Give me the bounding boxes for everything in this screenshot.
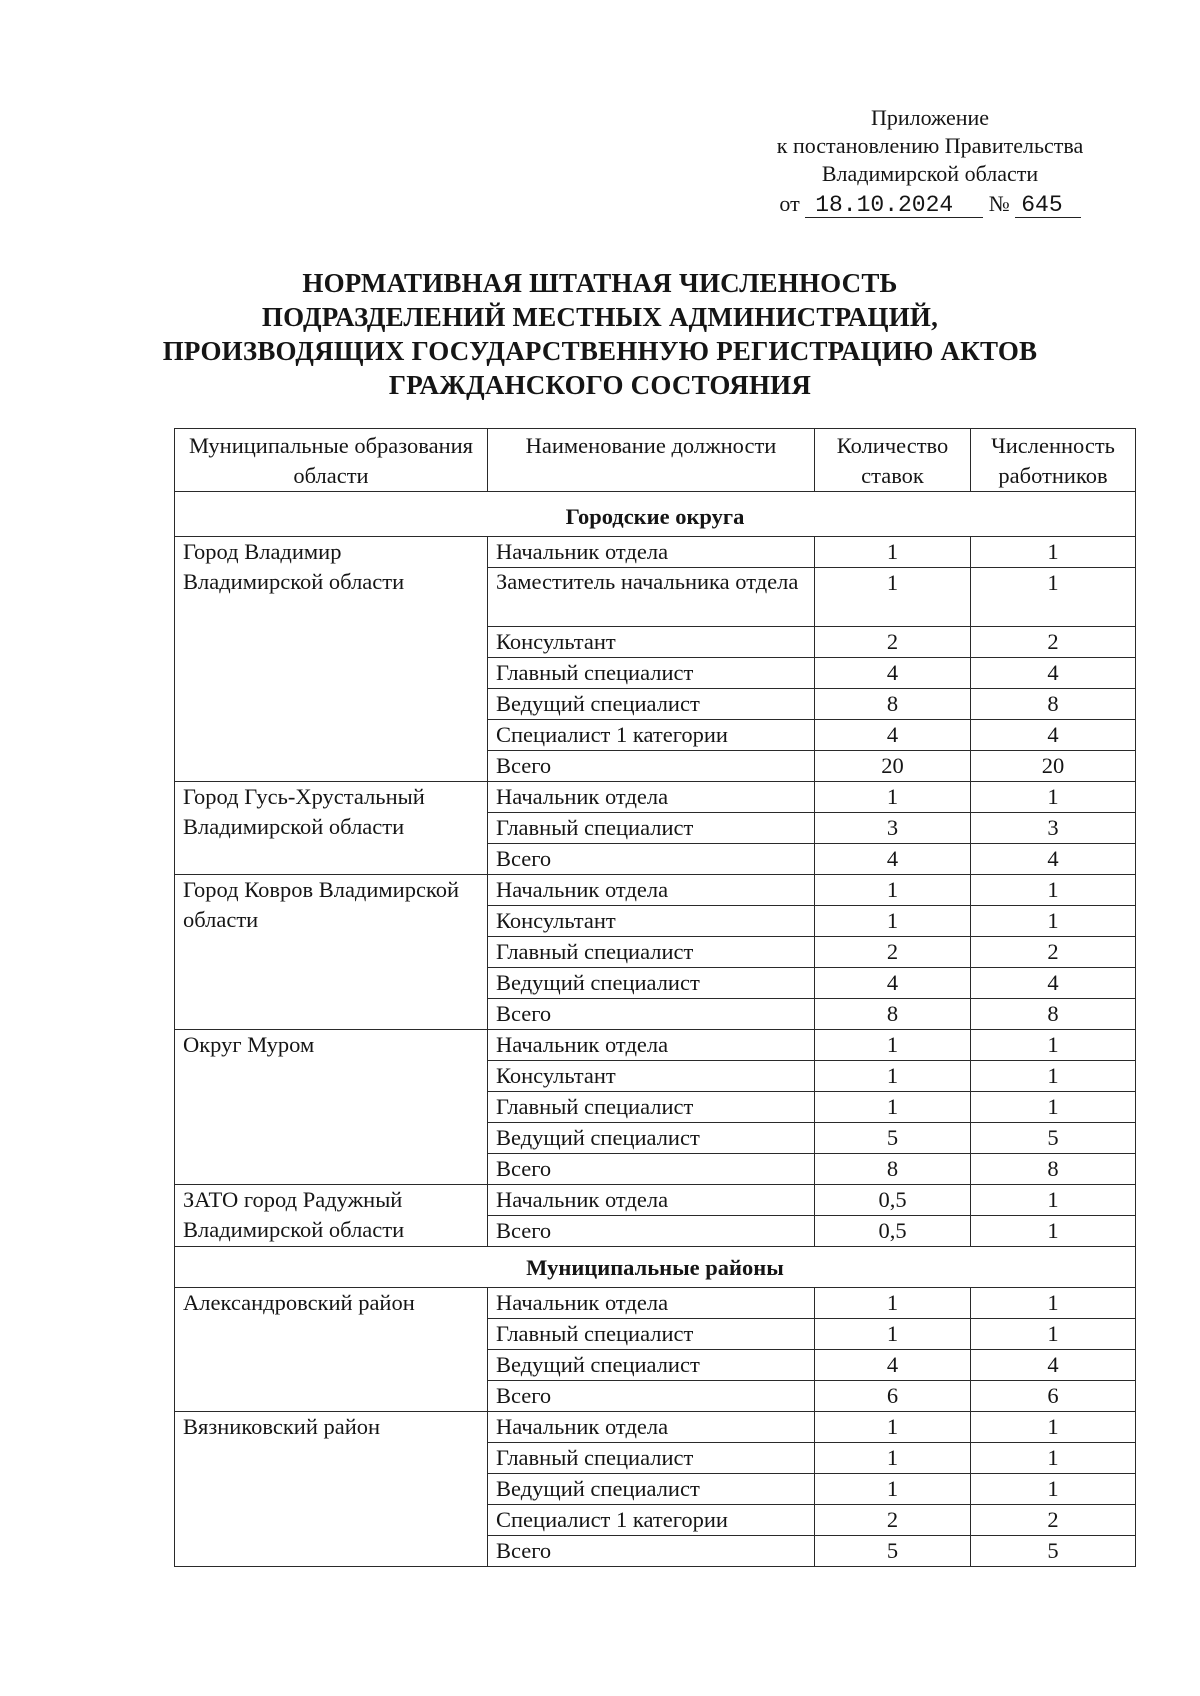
rates-value: 8 — [815, 689, 971, 720]
staff-value: 2 — [971, 937, 1136, 968]
rates-value: 2 — [815, 627, 971, 658]
staff-value: 20 — [971, 751, 1136, 782]
number-prefix: № — [988, 191, 1010, 216]
rates-value: 1 — [815, 1474, 971, 1505]
staffing-table — [174, 428, 1136, 1567]
rates-value: 1 — [815, 537, 971, 568]
rates-value: 8 — [815, 1154, 971, 1185]
rates-value: 1 — [815, 1092, 971, 1123]
rates-value: 2 — [815, 1505, 971, 1536]
rates-value: 0,5 — [815, 1185, 971, 1216]
rates-value: 1 — [815, 568, 971, 627]
municipality-name: Округ Муром — [175, 1030, 488, 1185]
rates-value: 1 — [815, 782, 971, 813]
position-name: Начальник отдела — [488, 1185, 815, 1216]
staff-value: 4 — [971, 658, 1136, 689]
position-name: Всего — [488, 1154, 815, 1185]
staff-value: 1 — [971, 1030, 1136, 1061]
staff-value: 1 — [971, 568, 1136, 627]
decree-date: 18.10.2024 — [805, 193, 983, 218]
appendix-date-line — [700, 190, 1160, 218]
position-name: Ведущий специалист — [488, 689, 815, 720]
staff-value: 1 — [971, 782, 1136, 813]
position-name: Всего — [488, 751, 815, 782]
position-name: Ведущий специалист — [488, 968, 815, 999]
appendix-block — [700, 104, 1160, 218]
table-row — [175, 1412, 1136, 1443]
header-staff: Численность работников — [971, 429, 1136, 492]
table-row — [175, 1030, 1136, 1061]
staff-value: 4 — [971, 720, 1136, 751]
title-line: НОРМАТИВНАЯ ШТАТНАЯ ЧИСЛЕННОСТЬ — [302, 268, 898, 298]
title-line: ПОДРАЗДЕЛЕНИЙ МЕСТНЫХ АДМИНИСТРАЦИЙ, — [261, 302, 939, 332]
staff-value: 1 — [971, 875, 1136, 906]
position-name: Консультант — [488, 906, 815, 937]
staff-value: 8 — [971, 1154, 1136, 1185]
staff-value: 4 — [971, 1350, 1136, 1381]
appendix-decree: к постановлению Правительства — [776, 133, 1084, 158]
table-body — [175, 492, 1136, 1567]
position-name: Начальник отдела — [488, 782, 815, 813]
position-name: Начальник отдела — [488, 875, 815, 906]
section-title: Муниципальные районы — [175, 1247, 1136, 1288]
rates-value: 4 — [815, 968, 971, 999]
rates-value: 1 — [815, 1030, 971, 1061]
position-name: Ведущий специалист — [488, 1123, 815, 1154]
table-row — [175, 537, 1136, 568]
title-line: ГРАЖДАНСКОГО СОСТОЯНИЯ — [388, 370, 812, 400]
staff-value: 1 — [971, 1092, 1136, 1123]
staff-value: 3 — [971, 813, 1136, 844]
position-name: Консультант — [488, 1061, 815, 1092]
staff-value: 1 — [971, 1288, 1136, 1319]
rates-value: 1 — [815, 1319, 971, 1350]
table-row — [175, 1185, 1136, 1216]
position-name: Всего — [488, 999, 815, 1030]
municipality-name: Город Владимир Владимирской области — [175, 537, 488, 782]
municipality-name: Город Гусь-Хрустальный Владимирской области — [175, 782, 488, 875]
staff-value: 1 — [971, 1474, 1136, 1505]
position-name: Ведущий специалист — [488, 1350, 815, 1381]
staff-value: 1 — [971, 1412, 1136, 1443]
municipality-name: Александровский район — [175, 1288, 488, 1412]
municipality-name: Город Ковров Владимирской области — [175, 875, 488, 1030]
position-name: Всего — [488, 1216, 815, 1247]
decree-number: 645 — [1015, 193, 1080, 218]
rates-value: 5 — [815, 1536, 971, 1567]
rates-value: 6 — [815, 1381, 971, 1412]
position-name: Главный специалист — [488, 1443, 815, 1474]
rates-value: 1 — [815, 1443, 971, 1474]
staff-value: 1 — [971, 537, 1136, 568]
rates-value: 1 — [815, 1061, 971, 1092]
position-name: Главный специалист — [488, 1092, 815, 1123]
staff-value: 2 — [971, 627, 1136, 658]
rates-value: 4 — [815, 1350, 971, 1381]
rates-value: 4 — [815, 844, 971, 875]
staff-value: 5 — [971, 1536, 1136, 1567]
staff-value: 1 — [971, 1216, 1136, 1247]
staff-value: 2 — [971, 1505, 1136, 1536]
position-name: Начальник отдела — [488, 537, 815, 568]
section-title: Городские округа — [175, 492, 1136, 537]
table-row — [175, 875, 1136, 906]
staff-value: 1 — [971, 1061, 1136, 1092]
staff-value: 8 — [971, 999, 1136, 1030]
rates-value: 1 — [815, 906, 971, 937]
position-name: Всего — [488, 844, 815, 875]
municipality-name: Вязниковский район — [175, 1412, 488, 1567]
rates-value: 3 — [815, 813, 971, 844]
rates-value: 0,5 — [815, 1216, 971, 1247]
staff-value: 4 — [971, 968, 1136, 999]
position-name: Специалист 1 категории — [488, 720, 815, 751]
position-name: Консультант — [488, 627, 815, 658]
position-name: Всего — [488, 1536, 815, 1567]
position-name: Специалист 1 категории — [488, 1505, 815, 1536]
title-line: ПРОИЗВОДЯЩИХ ГОСУДАРСТВЕННУЮ РЕГИСТРАЦИЮ АКТОВ — [162, 336, 1038, 366]
rates-value: 4 — [815, 720, 971, 751]
staff-value: 1 — [971, 906, 1136, 937]
date-prefix: от — [779, 191, 800, 216]
rates-value: 20 — [815, 751, 971, 782]
document-title — [150, 266, 1050, 402]
position-name: Начальник отдела — [488, 1412, 815, 1443]
staff-value: 1 — [971, 1443, 1136, 1474]
rates-value: 1 — [815, 1288, 971, 1319]
rates-value: 8 — [815, 999, 971, 1030]
staff-value: 1 — [971, 1319, 1136, 1350]
table-row — [175, 1288, 1136, 1319]
section-row — [175, 1247, 1136, 1288]
staff-value: 6 — [971, 1381, 1136, 1412]
staff-value: 5 — [971, 1123, 1136, 1154]
staff-value: 1 — [971, 1185, 1136, 1216]
table-row — [175, 782, 1136, 813]
section-row — [175, 492, 1136, 537]
position-name: Начальник отдела — [488, 1288, 815, 1319]
appendix-label: Приложение — [870, 105, 990, 130]
position-name: Главный специалист — [488, 1319, 815, 1350]
position-name: Главный специалист — [488, 813, 815, 844]
rates-value: 1 — [815, 875, 971, 906]
position-name: Всего — [488, 1381, 815, 1412]
municipality-name: ЗАТО город Радужный Владимирской области — [175, 1185, 488, 1247]
position-name: Заместитель начальника отдела — [488, 568, 815, 627]
position-name: Ведущий специалист — [488, 1474, 815, 1505]
position-name: Главный специалист — [488, 658, 815, 689]
position-name: Начальник отдела — [488, 1030, 815, 1061]
header-rates: Количество ставок — [815, 429, 971, 492]
staff-value: 4 — [971, 844, 1136, 875]
appendix-region: Владимирской области — [821, 161, 1039, 186]
position-name: Главный специалист — [488, 937, 815, 968]
rates-value: 1 — [815, 1412, 971, 1443]
header-municipality: Муниципальные образования области — [175, 429, 488, 492]
header-position: Наименование должности — [488, 429, 815, 492]
rates-value: 5 — [815, 1123, 971, 1154]
rates-value: 2 — [815, 937, 971, 968]
table-header-row — [175, 429, 1136, 492]
rates-value: 4 — [815, 658, 971, 689]
staff-value: 8 — [971, 689, 1136, 720]
